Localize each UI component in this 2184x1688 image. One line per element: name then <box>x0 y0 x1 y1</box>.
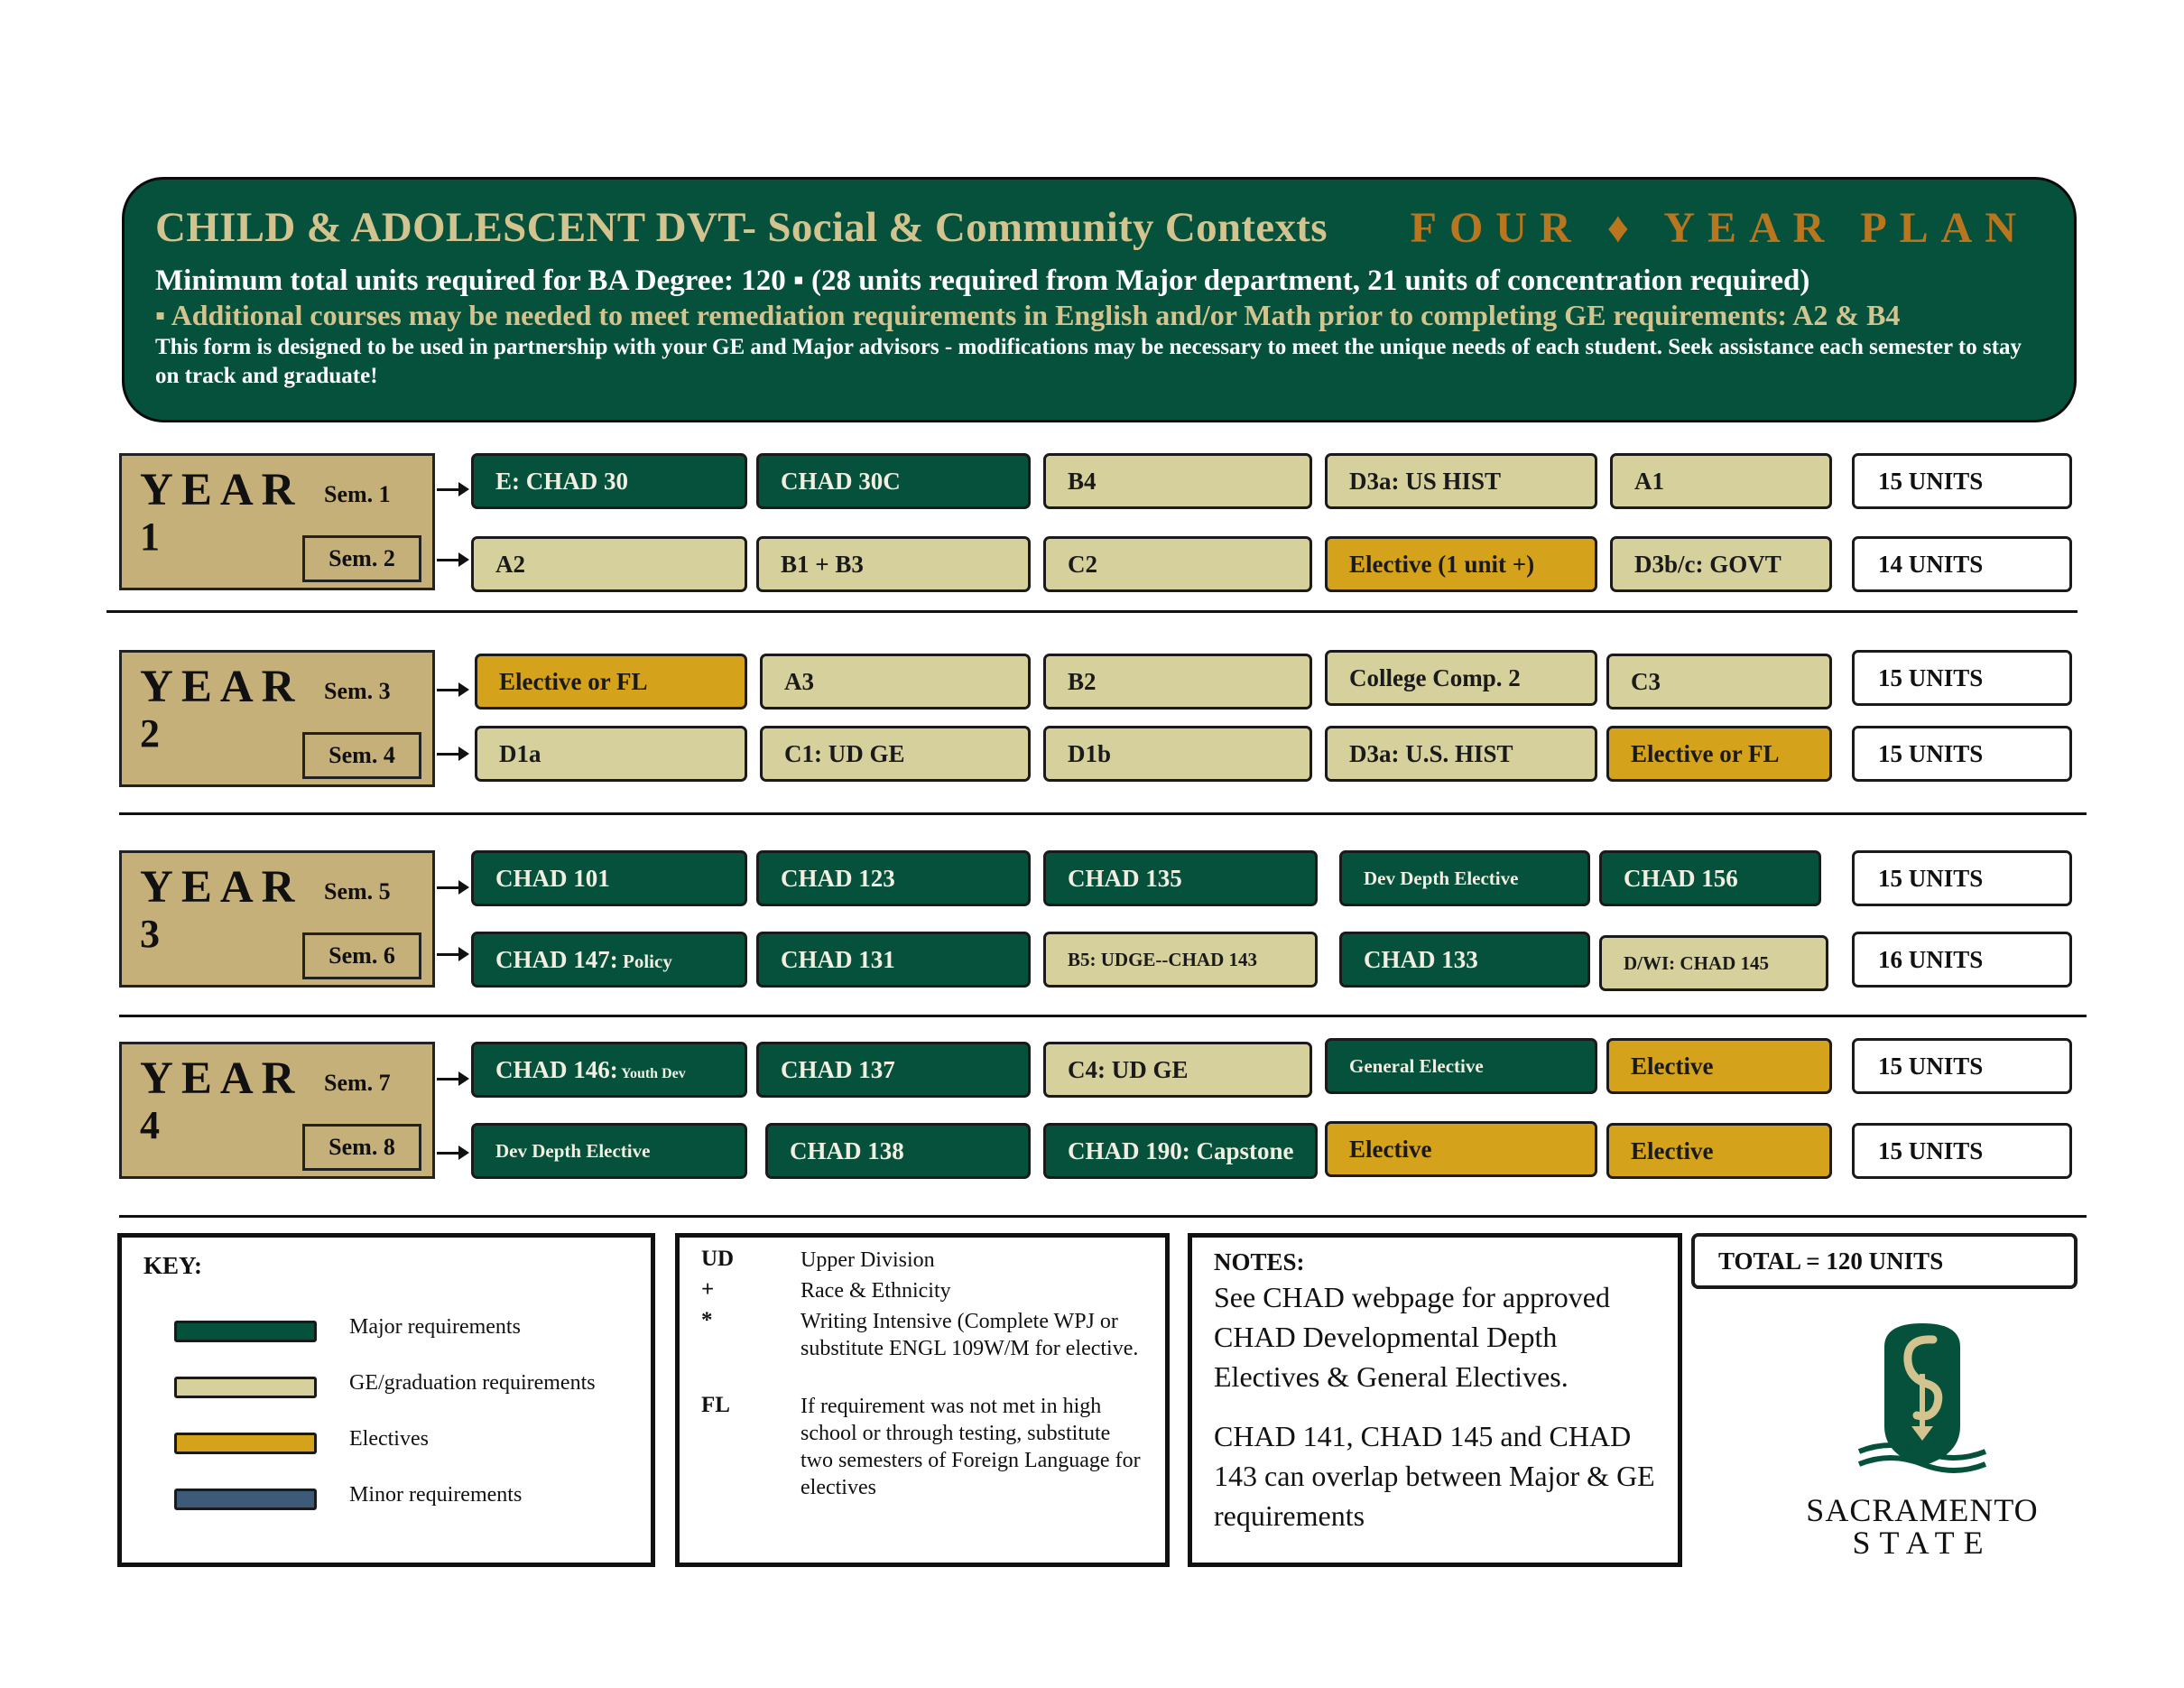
abbr-definition: If requirement was not met in high school or through testing, substitute two semesters of Foreign Language for electives <box>800 1395 1141 1499</box>
course-cell: C2 <box>1043 536 1312 592</box>
semester-5-label: Sem. 5 <box>324 878 391 904</box>
minor-swatch <box>174 1489 317 1510</box>
arrow-icon <box>437 953 460 956</box>
abbr-definition: Race & Ethnicity <box>800 1279 951 1303</box>
course-cell: College Comp. 2 <box>1325 650 1597 706</box>
logo-text: STATE <box>1852 1525 1993 1561</box>
minimum-units-text: Minimum total units required for BA Degree: 120 ▪ (28 units required from Major department, 21 units of concentration required) <box>155 264 1810 297</box>
abbr-definition: Upper Division <box>800 1248 935 1272</box>
notes-text: See CHAD webpage for approved CHAD Developmental Depth Electives & General Electives. <box>1214 1281 1610 1393</box>
course-cell <box>471 1042 747 1098</box>
course-cell: CHAD 135 <box>1043 850 1318 906</box>
semester-6-label: Sem. 6 <box>302 932 421 979</box>
arrow-icon <box>437 753 460 756</box>
course-cell: Elective or FL <box>1606 726 1832 782</box>
course-cell: D3a: U.S. HIST <box>1325 726 1597 782</box>
notes-text: CHAD 141, CHAD 145 and CHAD 143 can overlap between Major & GE requirements <box>1214 1420 1655 1532</box>
notes-panel <box>1188 1233 1682 1567</box>
arrow-icon <box>437 488 460 491</box>
logo-text: SACRAMENTO <box>1806 1492 2039 1528</box>
semester-units: 15 UNITS <box>1852 850 2072 906</box>
year-divider <box>119 1015 2087 1017</box>
semester-1-label: Sem. 1 <box>324 481 391 507</box>
course-cell: CHAD 101 <box>471 850 747 906</box>
course-cell: CHAD 138 <box>765 1123 1031 1179</box>
course-cell: Elective <box>1606 1123 1832 1179</box>
year-3-box <box>119 850 435 988</box>
key-label: GE/graduation requirements <box>349 1371 596 1395</box>
elective-swatch <box>174 1433 317 1454</box>
semester-units: 15 UNITS <box>1852 650 2072 706</box>
year-divider <box>119 812 2087 815</box>
course-cell: D1a <box>475 726 747 782</box>
key-label: Electives <box>349 1427 429 1451</box>
year-number: 3 <box>140 912 160 956</box>
course-cell: D3b/c: GOVT <box>1610 536 1832 592</box>
course-cell: C4: UD GE <box>1043 1042 1312 1098</box>
course-cell: A3 <box>760 654 1031 710</box>
year-number: 2 <box>140 711 160 756</box>
course-cell: CHAD 131 <box>756 932 1031 988</box>
abbr-term: * <box>701 1308 713 1332</box>
semester-units: 15 UNITS <box>1852 1123 2072 1179</box>
arrow-icon <box>437 689 460 691</box>
course-cell: Dev Depth Elective <box>471 1123 747 1179</box>
year-label: YEAR <box>140 862 303 913</box>
arrow-icon <box>437 1078 460 1081</box>
course-cell: D3a: US HIST <box>1325 453 1597 509</box>
semester-units: 15 UNITS <box>1852 1038 2072 1094</box>
abbr-definition: Writing Intensive (Complete WPJ or substitute ENGL 109W/M for elective. <box>800 1310 1139 1360</box>
semester-units: 16 UNITS <box>1852 932 2072 988</box>
sacramento-state-logo <box>1805 1320 2040 1563</box>
remediation-note: ▪ Additional courses may be needed to meet remediation requirements in English and/or Math prior to completing GE requirements: A2 & B4 <box>155 299 1901 331</box>
course-subtitle: Youth Dev <box>617 1066 686 1081</box>
course-cell: B5: UDGE--CHAD 143 <box>1043 932 1318 988</box>
year-divider <box>119 1215 2087 1218</box>
year-number: 1 <box>140 515 160 559</box>
semester-8-label: Sem. 8 <box>302 1124 421 1171</box>
year-label: YEAR <box>140 662 303 712</box>
key-panel <box>117 1233 655 1567</box>
course-cell: CHAD 30C <box>756 453 1031 509</box>
abbr-term: UD <box>701 1247 735 1271</box>
course-cell: Elective or FL <box>475 654 747 710</box>
course-cell: B2 <box>1043 654 1312 710</box>
course-cell: General Elective <box>1325 1038 1597 1094</box>
arrow-icon <box>437 886 460 889</box>
course-cell <box>471 932 747 988</box>
key-label: Major requirements <box>349 1315 521 1339</box>
year-2-box <box>119 650 435 787</box>
course-cell: CHAD 190: Capstone <box>1043 1123 1318 1179</box>
course-cell: E: CHAD 30 <box>471 453 747 509</box>
year-label: YEAR <box>140 1053 303 1104</box>
arrow-icon <box>437 1152 460 1155</box>
semester-3-label: Sem. 3 <box>324 678 391 704</box>
advisor-note: This form is designed to be used in partnership with your GE and Major advisors - modifications may be necessary to meet the unique needs of each student. Seek assistance each semester to stay on track and graduate! <box>155 335 2022 388</box>
year-1-box <box>119 453 435 590</box>
major-swatch <box>174 1321 317 1342</box>
course-cell: CHAD 156 <box>1599 850 1821 906</box>
plan-title: CHILD & ADOLESCENT DVT- Social & Community Contexts <box>155 204 1328 251</box>
course-cell: CHAD 123 <box>756 850 1031 906</box>
semester-units: 15 UNITS <box>1852 726 2072 782</box>
course-cell: D1b <box>1043 726 1312 782</box>
semester-units: 15 UNITS <box>1852 453 2072 509</box>
abbr-term: + <box>701 1277 715 1302</box>
ge-swatch <box>174 1377 317 1398</box>
year-number: 4 <box>140 1103 160 1147</box>
year-4-box <box>119 1042 435 1179</box>
course-cell: Dev Depth Elective <box>1339 850 1590 906</box>
abbr-term: FL <box>701 1393 730 1417</box>
total-units: TOTAL = 120 UNITS <box>1691 1233 2078 1289</box>
course-cell: B4 <box>1043 453 1312 509</box>
course-cell: A2 <box>471 536 747 592</box>
notes-title: NOTES: <box>1214 1248 1305 1275</box>
course-cell: Elective (1 unit +) <box>1325 536 1597 592</box>
course-cell: CHAD 133 <box>1339 932 1590 988</box>
course-cell: Elective <box>1606 1038 1832 1094</box>
arrow-icon <box>437 559 460 561</box>
key-label: Minor requirements <box>349 1483 523 1507</box>
course-subtitle: Policy <box>617 951 672 972</box>
year-label: YEAR <box>140 465 303 515</box>
semester-2-label: Sem. 2 <box>302 535 421 582</box>
course-cell: A1 <box>1610 453 1832 509</box>
plan-header <box>122 177 2077 422</box>
course-cell: C3 <box>1606 654 1832 710</box>
course-code: CHAD 147: <box>495 946 618 973</box>
abbreviations-panel <box>675 1233 1170 1567</box>
course-cell: B1 + B3 <box>756 536 1031 592</box>
semester-7-label: Sem. 7 <box>324 1070 391 1096</box>
course-cell: CHAD 137 <box>756 1042 1031 1098</box>
course-cell: D/WI: CHAD 145 <box>1599 935 1828 991</box>
semester-4-label: Sem. 4 <box>302 732 421 779</box>
course-cell: C1: UD GE <box>760 726 1031 782</box>
four-year-plan-label: FOUR ♦ YEAR PLAN <box>1410 204 2029 252</box>
year-divider <box>106 610 2078 613</box>
key-title: KEY: <box>143 1252 203 1279</box>
course-code: CHAD 146: <box>495 1056 618 1083</box>
course-cell: Elective <box>1325 1121 1597 1177</box>
hornet-shield-icon <box>1805 1320 2040 1482</box>
semester-units: 14 UNITS <box>1852 536 2072 592</box>
